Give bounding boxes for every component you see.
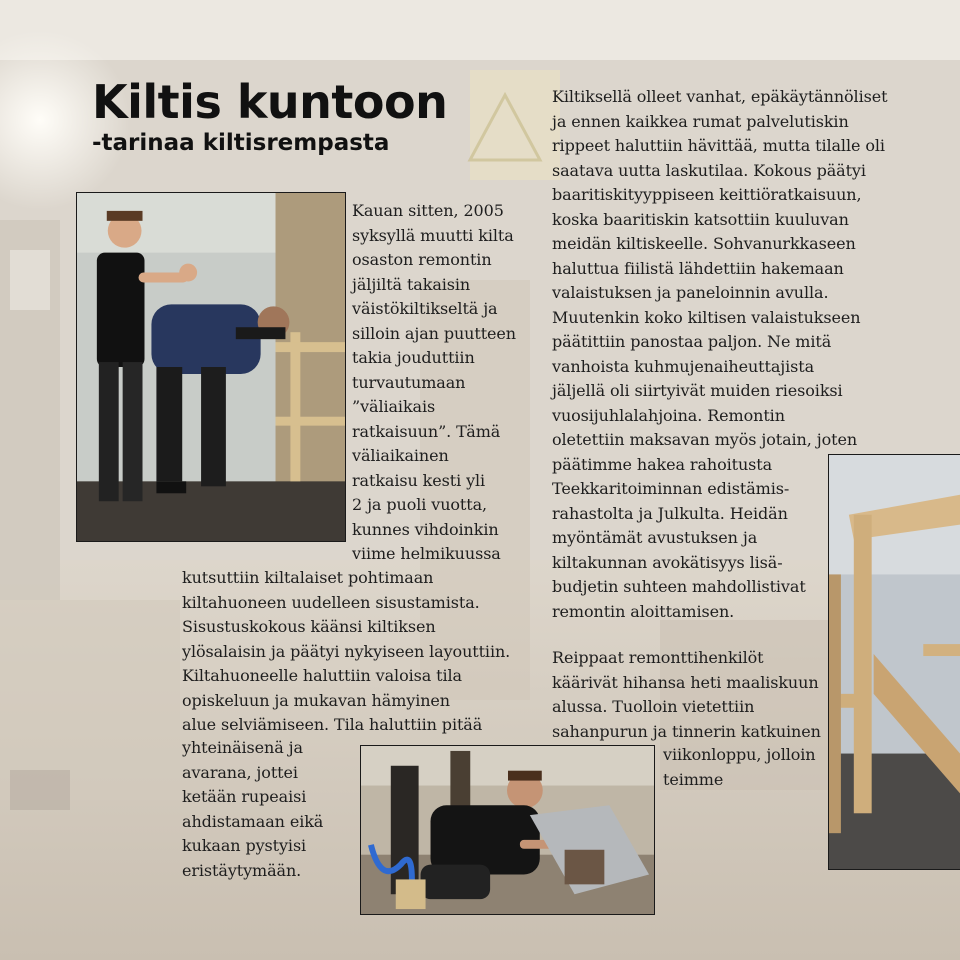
page-title: Kiltis kuntoon bbox=[92, 75, 448, 129]
text-line: Muutenkin koko kiltisen valaistukseen bbox=[552, 307, 861, 327]
text-line: myöntämät avustuksen ja bbox=[552, 528, 758, 547]
text-line: päätimme hakea rahoitusta bbox=[552, 454, 773, 474]
right-column-paragraph-2 bbox=[552, 646, 821, 744]
text-line: Kauan sitten, 2005 bbox=[352, 201, 504, 220]
text-line: ahdistamaan eikä bbox=[182, 811, 324, 831]
text-line: ”väliaikais bbox=[352, 397, 436, 416]
text-line: Teekkaritoiminnan edistämis- bbox=[552, 479, 790, 498]
text-line: käärivät hihansa heti maaliskuun bbox=[552, 672, 819, 692]
right-column-paragraph-1 bbox=[552, 85, 887, 624]
text-line: budjetin suhteen mahdollistivat bbox=[552, 577, 806, 596]
text-line: haluttua fiilistä lähdettiin hakemaan bbox=[552, 258, 844, 278]
text-line: ylösalaisin ja päätyi nykyiseen layouttiin. bbox=[182, 641, 511, 661]
text-line: syksyllä muutti kilta bbox=[352, 225, 514, 245]
text-line: jäljellä oli siirtyivät muiden riesoiksi bbox=[552, 381, 843, 400]
text-line: valaistuksen ja paneloinnin avulla. bbox=[552, 283, 829, 302]
text-line: alue selviämiseen. Tila haluttiin pitää bbox=[182, 715, 483, 734]
text-line: yhteinäisenä ja bbox=[182, 738, 303, 757]
text-line: meidän kiltiskeelle. Sohvanurkkaseen bbox=[552, 234, 856, 253]
text-line: 2 ja puoli vuotta, bbox=[352, 495, 488, 514]
text-line: Kiltiksellä olleet vanhat, epäkäytännöliset bbox=[552, 87, 888, 106]
photo-students-building-frame bbox=[76, 192, 346, 542]
right-column-paragraph-2-continued bbox=[663, 743, 816, 792]
photo-student-sawing bbox=[360, 745, 655, 915]
left-column-text-full-width bbox=[182, 566, 510, 738]
text-line: Reippaat remonttihenkilöt bbox=[552, 648, 764, 667]
text-line: remontin aloittamisen. bbox=[552, 601, 735, 621]
text-line: ratkaisu kesti yli bbox=[352, 470, 486, 490]
text-line: Sisustuskokous käänsi kiltiksen bbox=[182, 617, 436, 636]
text-line: väistökiltikseltä ja bbox=[352, 299, 498, 318]
text-line: päätittiin panostaa paljon. Ne mitä bbox=[552, 332, 832, 351]
text-line: oletettiin maksavan myös jotain, joten bbox=[552, 430, 858, 449]
text-line: ja ennen kaikkea rumat palvelutiskin bbox=[552, 111, 849, 131]
text-line: vuosijuhlalahjoina. Remontin bbox=[552, 405, 785, 425]
text-line: teimme bbox=[663, 769, 724, 789]
text-line: rahastolta ja Julkulta. Heidän bbox=[552, 503, 788, 523]
text-line: eristäytymään. bbox=[182, 860, 302, 880]
text-line: turvautumaan bbox=[352, 372, 466, 392]
text-line: viime helmikuussa bbox=[352, 544, 501, 563]
text-line: väliaikainen bbox=[352, 446, 449, 465]
text-line: kiltakunnan avokätisyys lisä- bbox=[552, 552, 783, 572]
text-line: osaston remontin bbox=[352, 250, 492, 269]
text-line: rippeet haluttiin hävittää, mutta tilalle oli bbox=[552, 136, 885, 155]
left-column-text-beside-bottom-photo bbox=[182, 736, 323, 883]
text-line: Kiltahuoneelle haluttiin valoisa tila bbox=[182, 666, 462, 685]
text-line: takia jouduttiin bbox=[352, 348, 475, 367]
text-line: viikonloppu, jolloin bbox=[663, 745, 816, 764]
text-line: kiltahuoneen uudelleen sisustamista. bbox=[182, 592, 480, 612]
text-line: jäljiltä takaisin bbox=[352, 274, 471, 294]
text-line: saatava uutta laskutilaa. Kokous päätyi bbox=[552, 160, 866, 180]
text-line: kutsuttiin kiltalaiset pohtimaan bbox=[182, 568, 434, 587]
text-line: koska baaritiskin katsottiin kuuluvan bbox=[552, 209, 849, 229]
left-column-text-beside-photo bbox=[352, 199, 516, 567]
text-line: avarana, jottei bbox=[182, 762, 298, 782]
page-subtitle: -tarinaa kiltisrempasta bbox=[92, 130, 390, 156]
text-line: sahanpurun ja tinnerin katkuinen bbox=[552, 721, 821, 741]
text-line: alussa. Tuolloin vietettiin bbox=[552, 697, 755, 716]
text-line: ketään rupeaisi bbox=[182, 787, 307, 806]
text-line: kunnes vihdoinkin bbox=[352, 519, 499, 539]
text-line: vanhoista kuhmujenaiheuttajista bbox=[552, 356, 815, 376]
text-line: kukaan pystyisi bbox=[182, 836, 307, 855]
text-line: silloin ajan puutteen bbox=[352, 323, 516, 343]
text-line: baaritiskityyppiseen keittiöratkaisuun, bbox=[552, 185, 862, 204]
text-line: ratkaisuun”. Tämä bbox=[352, 421, 501, 441]
text-line: opiskeluun ja mukavan hämyinen bbox=[182, 690, 451, 710]
